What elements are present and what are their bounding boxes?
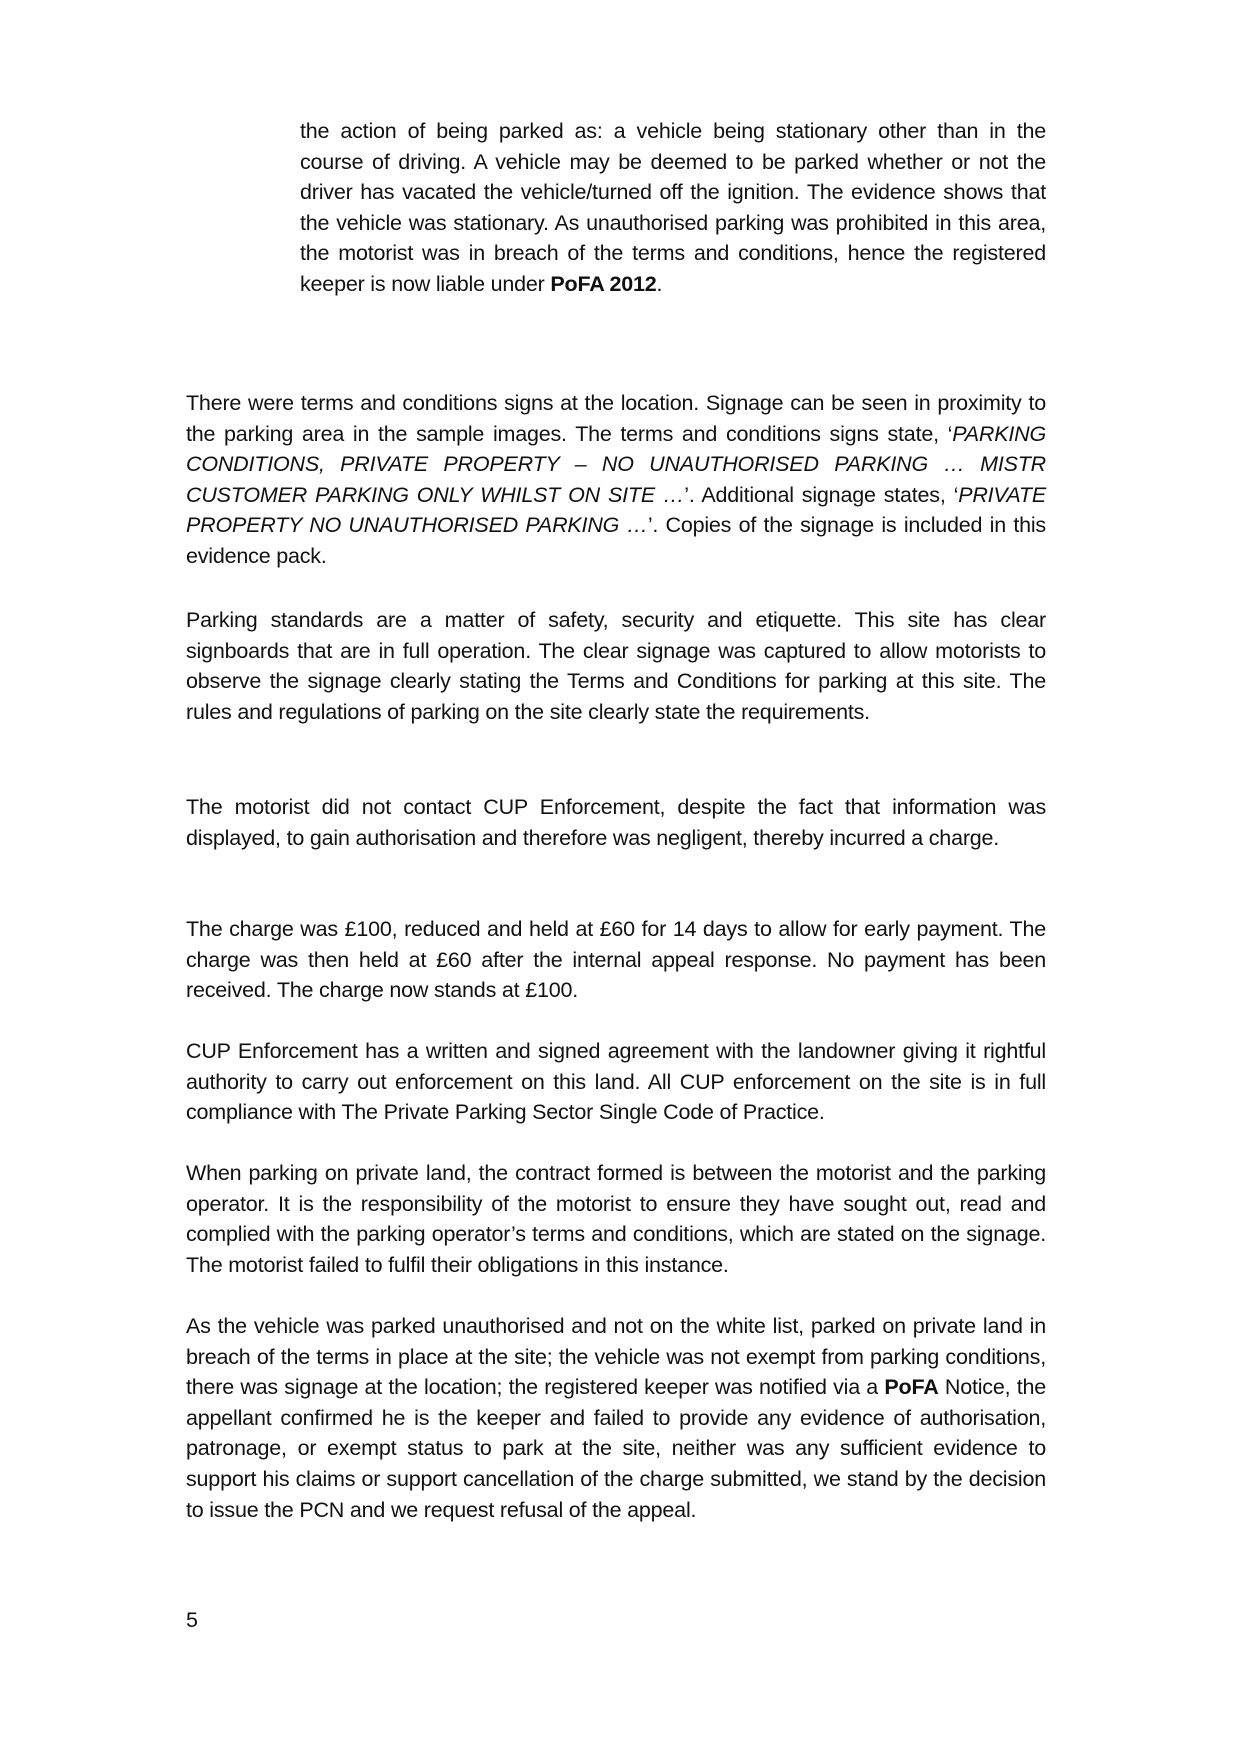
- paragraph-no-contact: [186, 792, 1046, 853]
- sign-quote-primary: PARKING CONDITIONS, PRIVATE PROPERTY – NO UNAUTHORISED PARKING … MISTR CUSTOMER PARKING ONLY WHILST ON SITE …: [186, 421, 1046, 507]
- text-segment: the action of being parked as: a vehicle being stationary other than in the course of driving. A vehicle may be deemed to be parked whether or not the driver has vacated the vehicle/turned off the ignition. The evidence shows that the vehicle was stationary. As unauthorised parking was prohibited in this area, the motorist was in breach of the terms and conditions, hence the registered keeper is now liable under: [300, 119, 1046, 296]
- text-segment: The charge was £100, reduced and held at £60 for 14 days to allow for early payment. The charge was then held at £60 after the internal appeal response. No payment has been received. The charge now stands at £100.: [186, 917, 1046, 1003]
- paragraph-parking-standards: [186, 605, 1046, 727]
- paragraph-definition-parked: [300, 116, 1046, 300]
- pofa-reference: PoFA: [884, 1375, 939, 1400]
- text-segment: The motorist did not contact CUP Enforcement, despite the fact that information was displayed, to gain authorisation and therefore was negligent, thereby incurred a charge.: [186, 795, 1046, 850]
- text-segment: There were terms and conditions signs at the location. Signage can be seen in proximity to the parking area in the sample images. The terms and conditions signs state, ‘: [186, 391, 1046, 446]
- text-segment: When parking on private land, the contract formed is between the motorist and the parking operator. It is the responsibility of the motorist to ensure they have sought out, read and complied with the parking operator’s terms and conditions, which are stated on the signage. The motorist failed to fulfil their obligations in this instance.: [186, 1161, 1046, 1277]
- text-segment: ’. Additional signage states, ‘: [684, 482, 959, 507]
- pofa-2012-reference: PoFA 2012: [550, 271, 657, 296]
- paragraph-conclusion: [186, 1311, 1046, 1525]
- text-segment: ’. Copies of the signage is included in this evidence pack.: [186, 513, 1046, 568]
- text-segment: Notice, the appellant confirmed he is the keeper and failed to provide any evidence of authorisation, patronage, or exempt status to park at the site, neither was any sufficient evidence to support his claims or support cancellation of the charge submitted, we stand by the decision to issue the PCN and we request refusal of the appeal.: [186, 1375, 1046, 1522]
- sign-quote-additional: PRIVATE PROPERTY NO UNAUTHORISED PARKING …: [186, 482, 1046, 538]
- text-segment: Parking standards are a matter of safety, security and etiquette. This site has clear signboards that are in full operation. The clear signage was captured to allow motorists to observe the signage clearly stating the Terms and Conditions for parking at this site. The rules and regulations of parking on the site clearly state the requirements.: [186, 608, 1046, 724]
- text-segment: As the vehicle was parked unauthorised and not on the white list, parked on private land in breach of the terms in place at the site; the vehicle was not exempt from parking conditions, there was signage at the location; the registered keeper was notified via a: [186, 1314, 1046, 1400]
- paragraph-contract-formed: [186, 1158, 1046, 1280]
- paragraph-landowner-agreement: [186, 1036, 1046, 1128]
- page-number: 5: [186, 1608, 198, 1632]
- text-segment: .: [656, 271, 663, 296]
- paragraph-charge-amount: [186, 914, 1046, 1006]
- text-segment: CUP Enforcement has a written and signed agreement with the landowner giving it rightful authority to carry out enforcement on this land. All CUP enforcement on the site is in full compliance with The Private Parking Sector Single Code of Practice.: [186, 1039, 1046, 1125]
- paragraph-signage-terms: [186, 388, 1046, 572]
